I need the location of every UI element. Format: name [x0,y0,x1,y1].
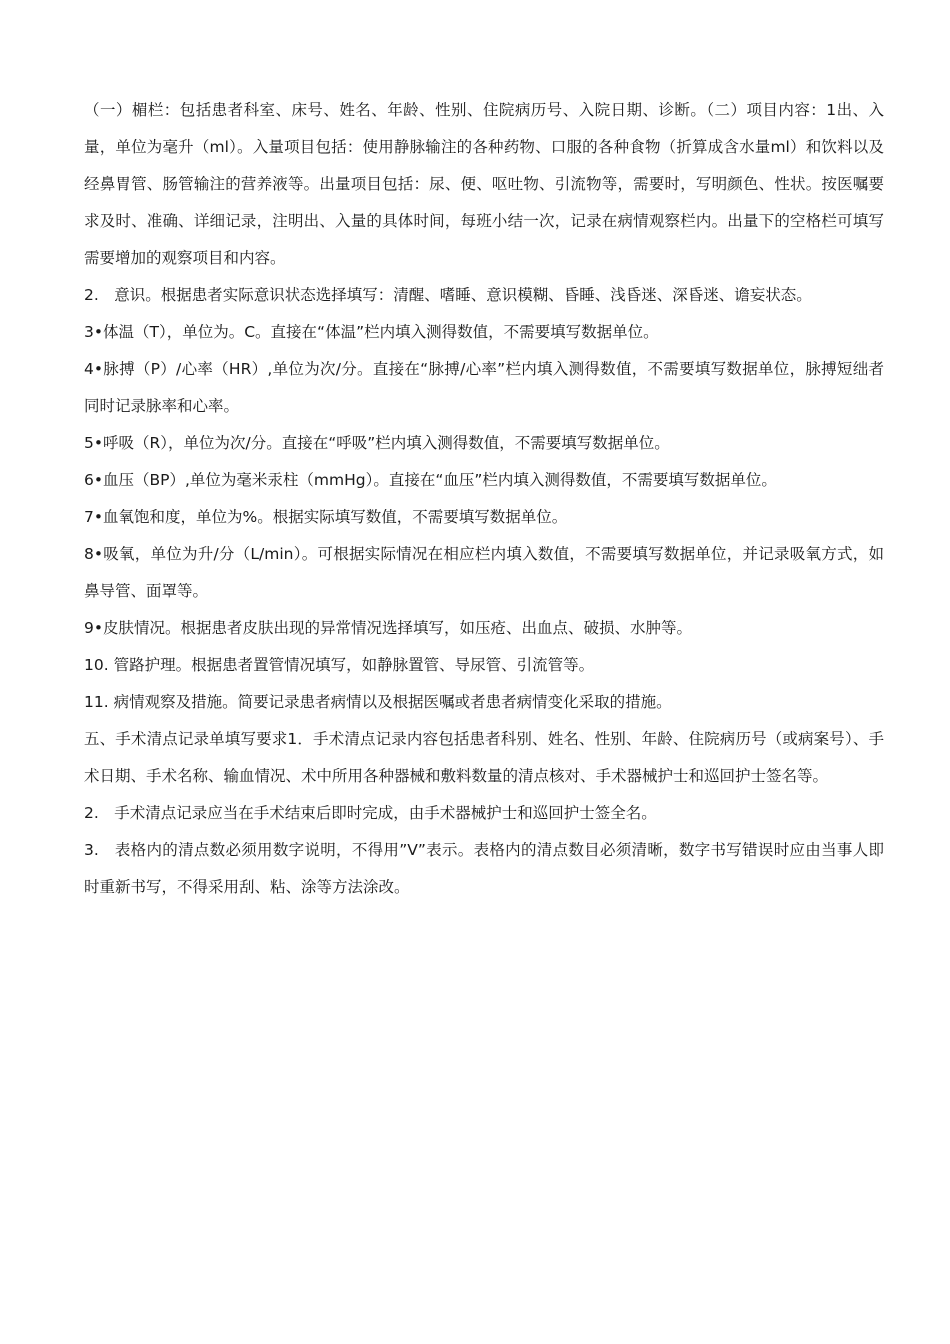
paragraph-respiration: 5•呼吸（R），单位为次/分。直接在“呼吸”栏内填入测得数值，不需要填写数据单位。 [84,434,670,452]
paragraph-oxygen-saturation: 7•血氧饱和度，单位为%。根据实际填写数值，不需要填写数据单位。 [84,508,568,526]
paragraph-surgical-count-timing: 2. 手术清点记录应当在手术结束后即时完成，由手术器械护士和巡回护士签全名。 [84,804,657,822]
paragraph-observation-measures: 11. 病情观察及措施。简要记录患者病情以及根据医嘱或者患者病情变化采取的措施。 [84,693,672,711]
paragraph-oxygen-inhalation: 8•吸氧，单位为升/分（L/min）。可根据实际情况在相应栏内填入数值，不需要填写数据单位，并记录吸氧方式，如鼻导管、面罩等。 [84,545,884,600]
paragraph-surgical-count-numbers: 3. 表格内的清点数必须用数字说明，不得用”V”表示。表格内的清点数目必须清晰，数字书写错误时应由当事人即时重新书写，不得采用刮、粘、涂等方法涂改。 [84,841,884,896]
paragraph-skin-condition: 9•皮肤情况。根据患者皮肤出现的异常情况选择填写，如压疮、出血点、破损、水肿等。 [84,619,693,637]
document-body [84,92,884,906]
paragraph-temperature: 3•体温（T），单位为。C。直接在“体温”栏内填入测得数值，不需要填写数据单位。 [84,323,659,341]
paragraph-pulse-heart-rate: 4•脉搏（P）/心率（HR）,单位为次/分。直接在“脉搏/心率”栏内填入测得数值，不需要填写数据单位，脉搏短绌者同时记录脉率和心率。 [84,360,884,415]
paragraph-blood-pressure: 6•血压（BP）,单位为毫米汞柱（mmHg）。直接在“血压”栏内填入测得数值，不需要填写数据单位。 [84,471,777,489]
paragraph-consciousness: 2. 意识。根据患者实际意识状态选择填写：清醒、嗜睡、意识模糊、昏睡、浅昏迷、深昏迷、谵妄状态。 [84,286,812,304]
paragraph-surgical-count-requirements: 五、手术清点记录单填写要求1．手术清点记录内容包括患者科别、姓名、性别、年龄、住院病历号（或病案号）、手术日期、手术名称、输血情况、术中所用各种器械和敷料数量的清点核对、手术器械护士和巡回护士签名等。 [84,730,884,785]
paragraph-catheter-care: 10. 管路护理。根据患者置管情况填写，如静脉置管、导尿管、引流管等。 [84,656,595,674]
paragraph-header-items: （一）楣栏：包括患者科室、床号、姓名、年龄、性别、住院病历号、入院日期、诊断。（二）项目内容：1出、入量，单位为毫升（ml）。入量项目包括：使用静脉输注的各种药物、口服的各种食物（折算成含水量ml）和饮料以及经鼻胃管、肠管输注的营养液等。出量项目包括：尿、便、呕吐物、引流物等，需要时，写明颜色、性状。按医嘱要求及时、准确、详细记录，注明出、入量的具体时间，每班小结一次，记录在病情观察栏内。出量下的空格栏可填写需要增加的观察项目和内容。 [84,101,884,267]
